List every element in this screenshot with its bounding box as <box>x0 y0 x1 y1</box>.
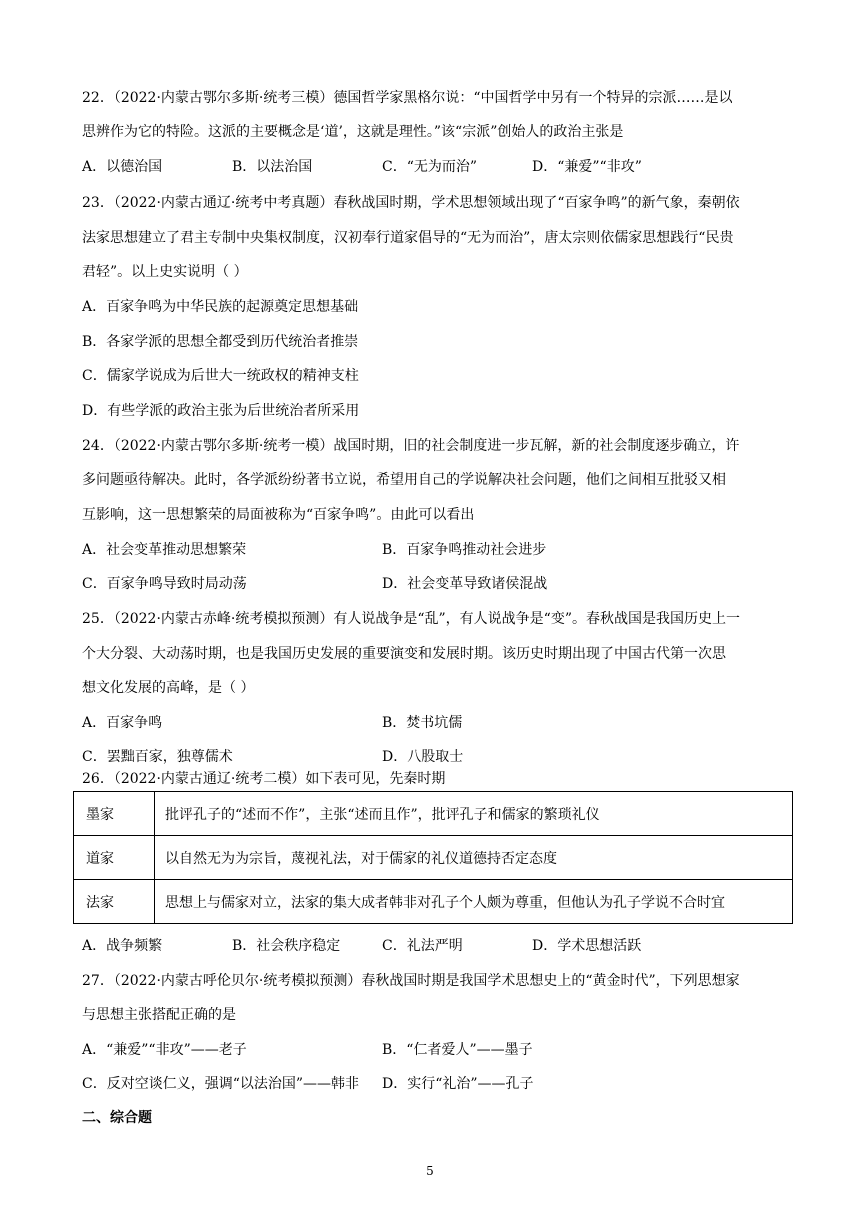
table-cell-content: 思想上与儒家对立，法家的集大成者韩非对孔子个人颇为尊重，但他认为孔子学说不合时宜 <box>155 880 793 924</box>
table-cell-school: 道家 <box>74 836 155 880</box>
q25-option-b: B．焚书坑儒 <box>382 715 463 731</box>
q24-option-a: A．社会变革推动思想繁荣 <box>82 542 247 558</box>
q27-option-d: D．实行“礼治”——孔子 <box>382 1076 534 1092</box>
q27-stem-line1: 27．（2022·内蒙古呼伦贝尔·统考模拟预测）春秋战国时期是我国学术思想史上的“黄金时代”，下列思想家 <box>82 973 740 989</box>
q23-option-c: C．儒家学说成为后世大一统政权的精神支柱 <box>82 368 359 384</box>
table-row <box>74 880 793 924</box>
q24-option-d: D．社会变革导致诸侯混战 <box>382 576 548 592</box>
table-row <box>74 792 793 836</box>
q27-option-b: B．“仁者爱人”——墨子 <box>382 1042 533 1058</box>
q25-option-d: D．八股取士 <box>382 749 464 765</box>
q24-stem-line2: 多问题亟待解决。此时，各学派纷纷著书立说，希望用自己的学说解决社会问题，他们之间相互批驳又相 <box>82 472 726 488</box>
q27-option-a: A．“兼爱”“非攻”——老子 <box>82 1042 247 1058</box>
table-cell-content: 批评孔子的“述而不作”，主张“述而且作”，批评孔子和儒家的繁琐礼仪 <box>155 792 793 836</box>
q26-stem-line1: 26．（2022·内蒙古通辽·统考二模）如下表可见，先秦时期 <box>82 771 446 787</box>
q22-option-b: B．以法治国 <box>232 159 313 175</box>
q24-option-b: B．百家争鸣推动社会进步 <box>382 542 547 558</box>
page-number: 5 <box>426 1164 434 1178</box>
table-cell-school: 法家 <box>74 880 155 924</box>
q24-option-c: C．百家争鸣导致时局动荡 <box>82 576 247 592</box>
q25-stem-line3: 想文化发展的高峰，是（ ） <box>82 680 255 696</box>
q26-option-a: A．战争频繁 <box>82 938 163 954</box>
table-cell-school: 墨家 <box>74 792 155 836</box>
q22-option-d: D．“兼爱”“非攻” <box>532 159 642 175</box>
q26-option-d: D．学术思想活跃 <box>532 938 642 954</box>
q26-option-c: C．礼法严明 <box>382 938 463 954</box>
q23-stem-line3: 君轻”。以上史实说明（ ） <box>82 264 248 280</box>
table-row <box>74 836 793 880</box>
q27-option-c: C．反对空谈仁义，强调“以法治国”——韩非 <box>82 1076 360 1092</box>
table-cell-content: 以自然无为为宗旨，蔑视礼法，对于儒家的礼仪道德持否定态度 <box>155 836 793 880</box>
q27-stem-line2: 与思想主张搭配正确的是 <box>82 1007 236 1023</box>
q25-option-a: A．百家争鸣 <box>82 715 163 731</box>
q23-stem-line1: 23．（2022·内蒙古通辽·统考中考真题）春秋战国时期，学术思想领域出现了“百家争鸣”的新气象，秦朝依 <box>82 195 740 211</box>
q25-option-c: C．罢黜百家，独尊儒术 <box>82 749 233 765</box>
q25-stem-line2: 个大分裂、大动荡时期，也是我国历史发展的重要演变和发展时期。该历史时期出现了中国古代第一次思 <box>82 646 726 662</box>
q22-option-c: C．“无为而治” <box>382 159 478 175</box>
q22-option-a: A．以德治国 <box>82 159 163 175</box>
q26-table <box>73 791 793 924</box>
q25-stem-line1: 25．（2022·内蒙古赤峰·统考模拟预测）有人说战争是“乱”，有人说战争是“变”。春秋战国是我国历史上一 <box>82 611 740 627</box>
q23-stem-line2: 法家思想建立了君主专制中央集权制度，汉初奉行道家倡导的“无为而治”，唐太宗则依儒家思想践行“民贵 <box>82 230 734 246</box>
q22-stem-line2: 思辨作为它的特险。这派的主要概念是‘道’，这就是理性。”该“宗派”创始人的政治主张是 <box>82 124 624 140</box>
q23-option-d: D．有些学派的政治主张为后世统治者所采用 <box>82 403 360 419</box>
q22-stem-line1: 22．（2022·内蒙古鄂尔多斯·统考三模）德国哲学家黑格尔说：“中国哲学中另有一个特异的宗派……是以 <box>82 90 733 106</box>
q24-stem-line3: 互影响，这一思想繁荣的局面被称为“百家争鸣”。由此可以看出 <box>82 507 475 523</box>
q26-option-b: B．社会秩序稳定 <box>232 938 341 954</box>
q23-option-a: A．百家争鸣为中华民族的起源奠定思想基础 <box>82 299 359 315</box>
section-heading: 二、综合题 <box>82 1110 152 1126</box>
q24-stem-line1: 24．（2022·内蒙古鄂尔多斯·统考一模）战国时期，旧的社会制度进一步瓦解，新的社会制度逐步确立，许 <box>82 438 740 454</box>
q23-option-b: B．各家学派的思想全都受到历代统治者推崇 <box>82 334 359 350</box>
